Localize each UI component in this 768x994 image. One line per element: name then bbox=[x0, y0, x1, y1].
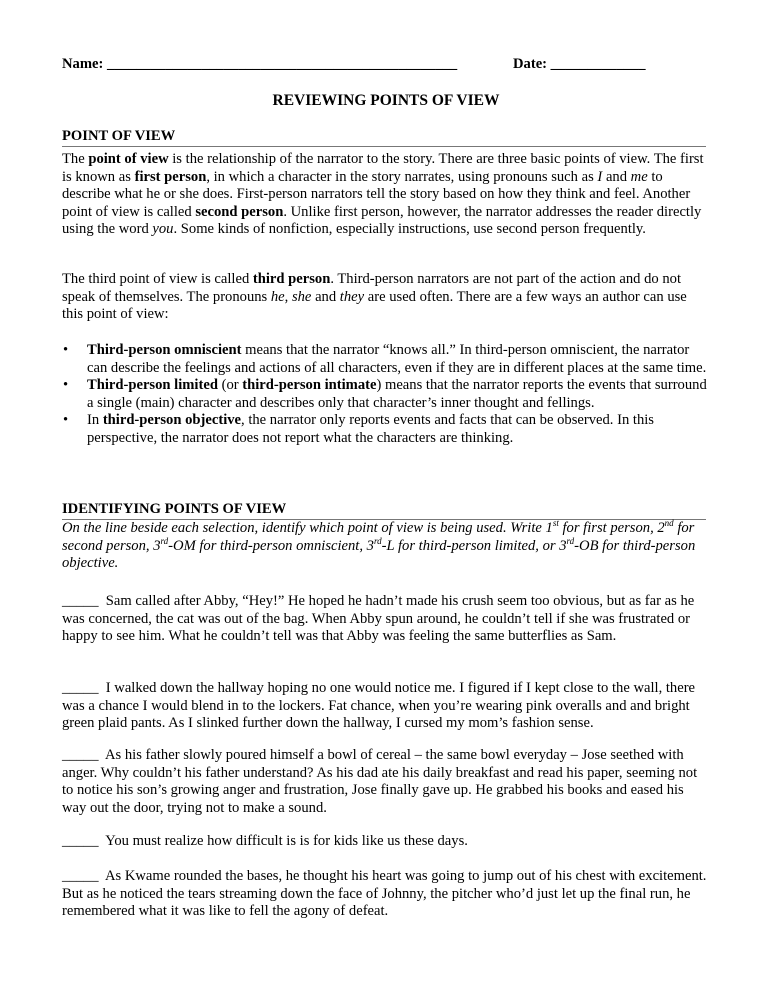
name-field-label[interactable]: Name: ________________________________________________ bbox=[62, 56, 458, 72]
text: -L for third-person limited, or 3 bbox=[381, 537, 567, 554]
text: to describe what he or she does. First-person narrators tell the story based on how they think and feel. Another point of view is called bbox=[62, 168, 691, 220]
bullet-icon: • bbox=[63, 377, 69, 394]
section-heading-identifying-points: IDENTIFYING POINTS OF VIEW bbox=[62, 501, 706, 520]
bold-term: third-person objective bbox=[102, 412, 242, 429]
selection-1 bbox=[62, 593, 708, 646]
answer-blank[interactable]: _____ bbox=[62, 680, 99, 696]
superscript: nd bbox=[664, 518, 674, 528]
answer-blank[interactable]: _____ bbox=[62, 868, 99, 884]
italic-term: she bbox=[291, 288, 312, 305]
header-row bbox=[62, 56, 710, 76]
selection-5 bbox=[62, 868, 708, 921]
bold-term: third-person intimate bbox=[242, 377, 377, 394]
text: -OM for third-person omniscient, 3 bbox=[168, 537, 374, 554]
bold-term: third person bbox=[252, 271, 331, 287]
text: . Third-person narrators are not part of the action and do not speak of themselves. The pronouns bbox=[62, 271, 682, 305]
bold-term: first person bbox=[134, 168, 207, 185]
text: , bbox=[284, 288, 292, 305]
selection-text: Sam called after Abby, “Hey!” He hoped he hadn’t made his crush seem too obvious, but as far as he was concerned, the cat was out of the bag. When Abby spun around, he couldn’t tell if she was frustrated or happy to see him. What he couldn’t tell was that Abby was feeling the same butterflies as Sam. bbox=[62, 593, 695, 645]
text: The bbox=[62, 151, 89, 167]
superscript: rd bbox=[373, 535, 382, 546]
selection-text: You must realize how difficult is is for kids like us these days. bbox=[105, 833, 468, 849]
text: ) means that the narrator reports the events that surround a single (main) character and describes only that character’s inner thought and fellings. bbox=[87, 377, 707, 411]
superscript: st bbox=[552, 518, 559, 528]
text: The third point of view is called bbox=[62, 271, 253, 287]
point-of-view-bullet-list bbox=[62, 342, 708, 448]
section-heading-point-of-view: POINT OF VIEW bbox=[62, 128, 706, 147]
list-item bbox=[62, 377, 708, 412]
list-item bbox=[62, 342, 708, 377]
text: for first person, 2 bbox=[558, 520, 665, 536]
bold-term: second person bbox=[195, 203, 284, 220]
selection-text: As Kwame rounded the bases, he thought his heart was going to jump out of his chest with excitement. But as he noticed the tears streaming down the face of Johnny, the pitcher who’d just let up the final run, he remembered what it was like to fell the agony of defeat. bbox=[62, 868, 707, 920]
selection-text: I walked down the hallway hoping no one would notice me. I figured if I kept close to the wall, there was a chance I would blend in to the lockers. Fat chance, when you’re wearing pink overalls and and bright green plaid pants. As I slinked further down the hallway, I cursed my mom’s fashion sense. bbox=[62, 680, 696, 732]
text: and bbox=[311, 288, 340, 305]
selection-text: As his father slowly poured himself a bowl of cereal – the same bowl everyday – Jose seethed with anger. Why couldn’t his father understand? As his dad ate his daily breakfast and read his paper, seeming not to notice his son’s growing anger and frustration, Jose finally gave up. He grabbed his books and eased his way out the door, trying not to make a sound. bbox=[62, 747, 698, 816]
italic-term: me bbox=[630, 168, 648, 185]
text: for second person, 3 bbox=[62, 520, 695, 554]
selection-4 bbox=[62, 833, 708, 851]
text: (or bbox=[217, 377, 243, 394]
date-field-label[interactable]: Date: _____________ bbox=[513, 56, 646, 72]
italic-term: he bbox=[270, 288, 285, 305]
text: , the narrator only reports events and facts that can be observed. In this perspective, the narrator does not report what the characters are thinking. bbox=[87, 412, 654, 446]
text: , in which a character in the story narrates, using pronouns such as bbox=[206, 168, 598, 185]
answer-blank[interactable]: _____ bbox=[62, 593, 99, 609]
italic-term: I bbox=[597, 168, 603, 185]
bold-term: point of view bbox=[88, 151, 169, 167]
bold-term: Third-person omniscient bbox=[87, 342, 242, 358]
intro-paragraph bbox=[62, 151, 708, 239]
superscript: rd bbox=[160, 535, 169, 546]
superscript: rd bbox=[566, 535, 575, 546]
selection-2 bbox=[62, 680, 708, 733]
text: is the relationship of the narrator to the story. There are three basic points of view. The first is known as bbox=[62, 151, 704, 185]
text: . Unlike first person, however, the narrator addresses the reader directly using the word bbox=[62, 203, 702, 238]
text: On the line beside each selection, identify which point of view is being used. Write 1 bbox=[62, 520, 553, 536]
text: In bbox=[87, 412, 103, 429]
bullet-icon: • bbox=[63, 412, 69, 429]
italic-term: they bbox=[339, 288, 365, 305]
instructions bbox=[62, 520, 708, 573]
third-person-paragraph bbox=[62, 271, 708, 324]
text: means that the narrator “knows all.” In third-person omniscient, the narrator can describe the feelings and actions of all characters, even if they are in different places at the same time. bbox=[87, 342, 707, 376]
text: -OB for third-person objective. bbox=[62, 537, 696, 572]
page-title: REVIEWING POINTS OF VIEW bbox=[272, 92, 500, 109]
answer-blank[interactable]: _____ bbox=[62, 833, 99, 849]
answer-blank[interactable]: _____ bbox=[62, 747, 99, 763]
italic-term: you bbox=[152, 221, 174, 238]
text: are used often. There are a few ways an author can use this point of view: bbox=[62, 288, 687, 323]
bullet-icon: • bbox=[63, 342, 69, 358]
list-item bbox=[62, 412, 708, 447]
text: and bbox=[602, 168, 631, 185]
selection-3 bbox=[62, 747, 708, 817]
bold-term: Third-person limited bbox=[87, 377, 218, 394]
text: . Some kinds of nonfiction, especially instructions, use second person frequently. bbox=[173, 221, 646, 238]
